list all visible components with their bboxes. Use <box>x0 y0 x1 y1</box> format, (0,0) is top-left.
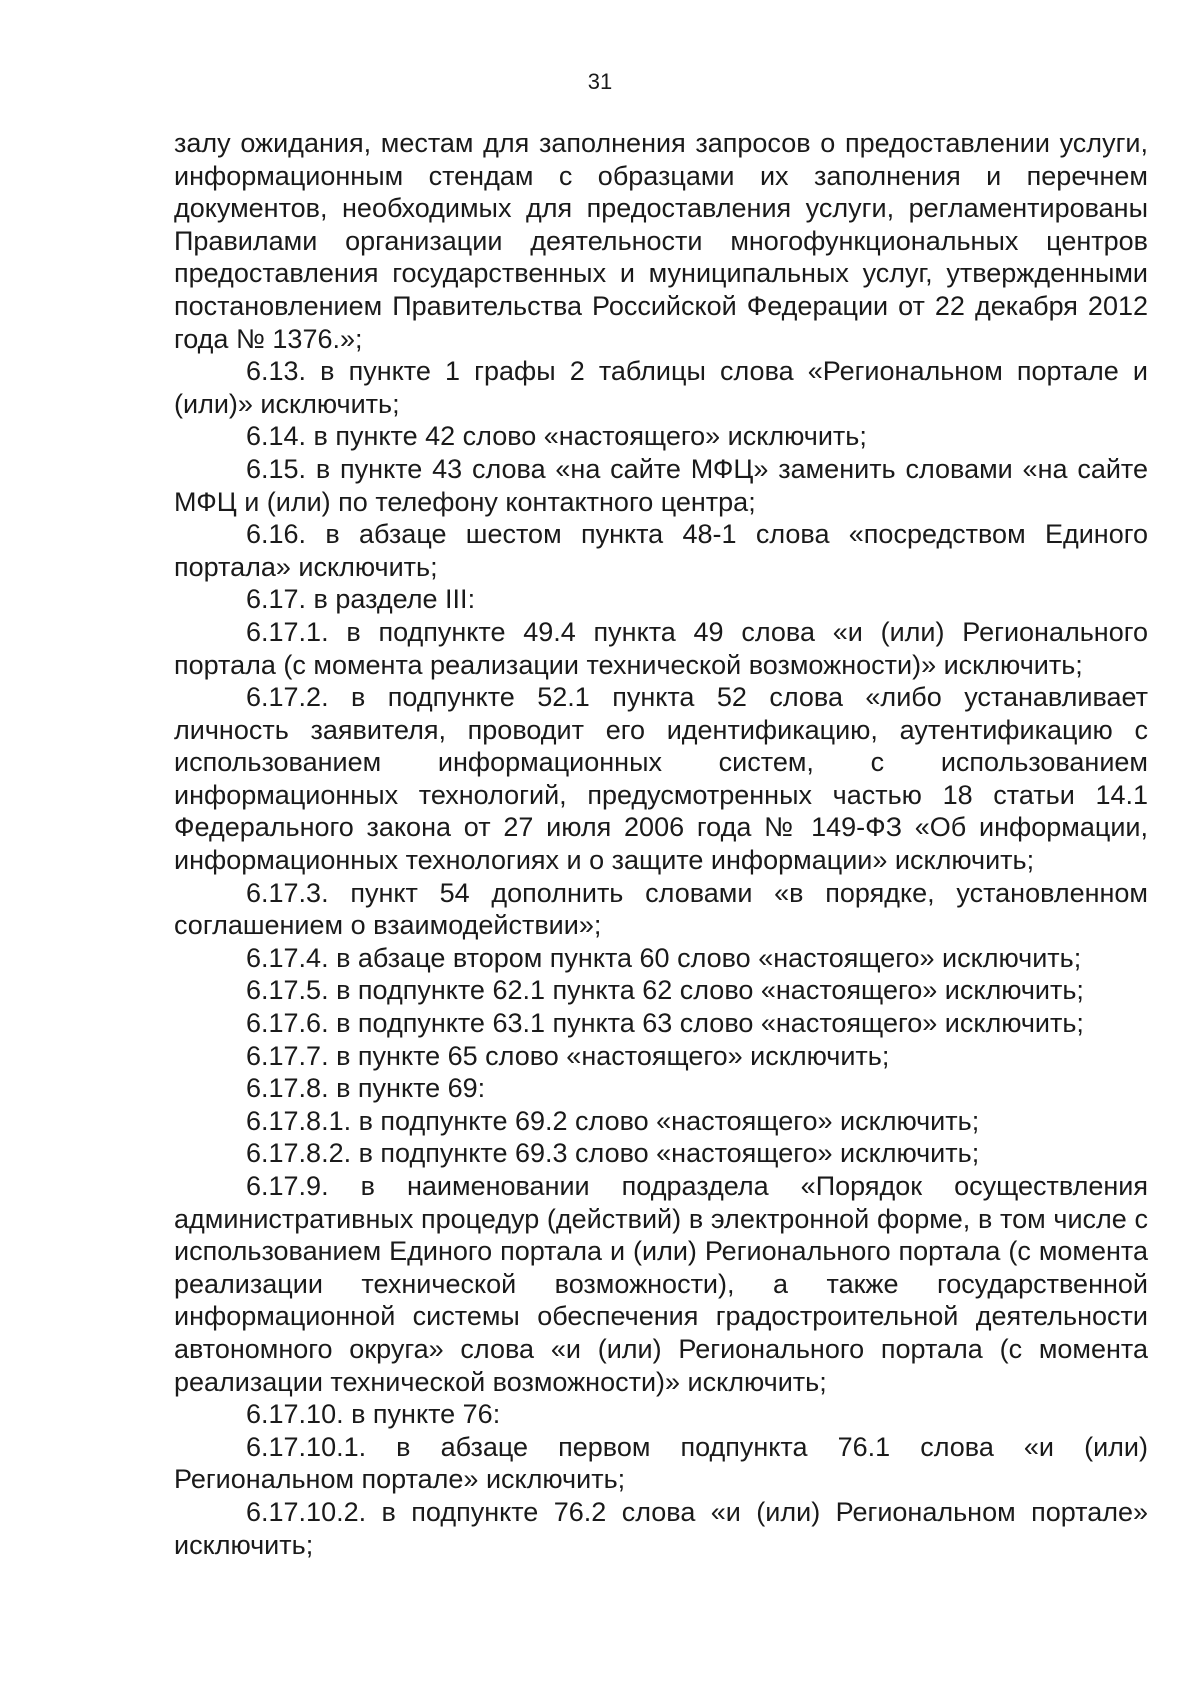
paragraph: 6.13. в пункте 1 графы 2 таблицы слова «Региональном портале и (или)» исключить; <box>174 356 1148 419</box>
paragraph: 6.17.1. в подпункте 49.4 пункта 49 слова «и (или) Регионального портала (с момента реализации технической возможности)» исключить; <box>174 616 1148 680</box>
paragraph: 6.17.6. в подпункте 63.1 пункта 63 слово «настоящего» исключить; <box>246 1008 1084 1039</box>
paragraph: 6.17.8.1. в подпункте 69.2 слово «настоящего» исключить; <box>246 1105 980 1136</box>
paragraph: 6.17.7. в пункте 65 слово «настоящего» исключить; <box>246 1040 890 1071</box>
paragraph: 6.17.10.2. в подпункте 76.2 слова «и (или) Региональном портале» исключить; <box>174 1496 1148 1560</box>
paragraph: 6.17.8. в пункте 69: <box>246 1073 486 1104</box>
paragraph: 6.17.8.2. в подпункте 69.3 слово «настоящего» исключить; <box>246 1138 980 1169</box>
paragraph: 6.17.9. в наименовании подраздела «Порядок осуществления административных процедур (действий) в электронной форме, в том числе с использованием Единого портала и (или) Регионального портала (с момента реализации технической возможности), а также государственной информационной системы обеспечения градостроительной деятельности автономного округа» слова «и (или) Регионального портала (с момента реализации технической возможности)» исключить; <box>174 1171 1148 1397</box>
paragraph: 6.17. в разделе III: <box>246 584 476 615</box>
document-body <box>174 127 1148 1561</box>
paragraph: 6.17.10. в пункте 76: <box>246 1399 501 1430</box>
paragraph: 6.17.2. в подпункте 52.1 пункта 52 слова «либо устанавливает личность заявителя, проводит его идентификацию, аутентификацию с использованием информационных систем, с использованием информационных технологий, предусмотренных частью 18 статьи 14.1 Федерального закона от 27 июля 2006 года № 149-ФЗ «Об информации, информационных технологиях и о защите информации» исключить; <box>174 682 1148 876</box>
paragraph: 6.14. в пункте 42 слово «настоящего» исключить; <box>246 421 867 452</box>
paragraph: 6.17.4. в абзаце втором пункта 60 слово «настоящего» исключить; <box>246 942 1082 973</box>
paragraph: 6.16. в абзаце шестом пункта 48-1 слова «посредством Единого портала» исключить; <box>174 519 1148 582</box>
paragraph: залу ожидания, местам для заполнения запросов о предоставлении услуги, информационным стендам с образцами их заполнения и перечнем документов, необходимых для предоставления услуги, регламентированы Правилами организации деятельности многофункциональных центров предоставления государственных и муниципальных услуг, утвержденными постановлением Правительства Российской Федерации от 22 декабря 2012 года № 1376.»; <box>174 128 1148 354</box>
page-number: 31 <box>587 69 613 94</box>
paragraph: 6.17.3. пункт 54 дополнить словами «в порядке, установленном соглашением о взаимодействии»; <box>174 877 1148 941</box>
paragraph: 6.17.10.1. в абзаце первом подпункта 76.1 слова «и (или) Региональном портале» исключить; <box>174 1431 1148 1495</box>
paragraph: 6.17.5. в подпункте 62.1 пункта 62 слово «настоящего» исключить; <box>246 975 1084 1006</box>
paragraph: 6.15. в пункте 43 слова «на сайте МФЦ» заменить словами «на сайте МФЦ и (или) по телефону контактного центра; <box>174 453 1148 517</box>
